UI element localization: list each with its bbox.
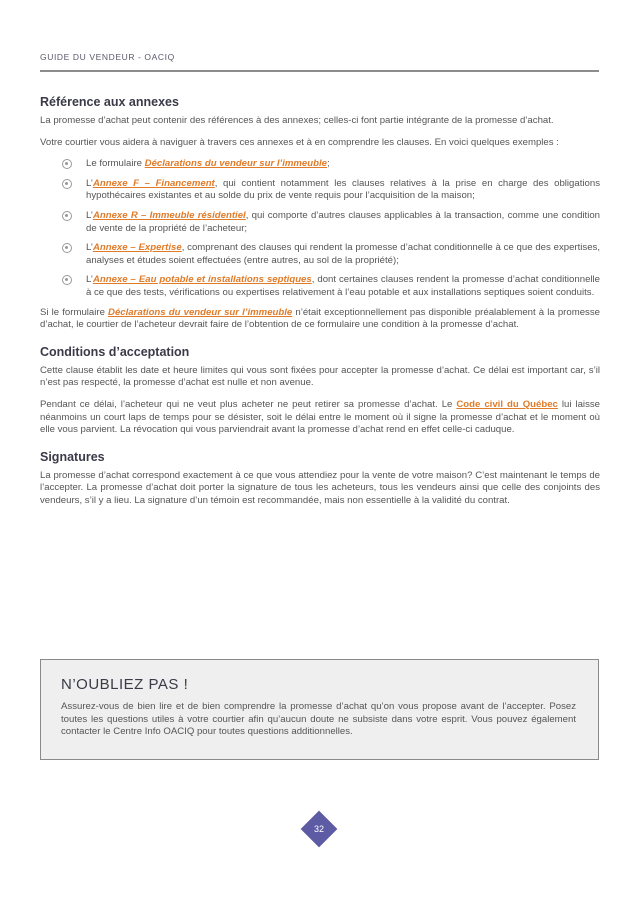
conditions-heading: Conditions d’acceptation [40, 344, 190, 359]
signatures-heading: Signatures [40, 449, 105, 464]
link-declarations-vendeur[interactable]: Déclarations du vendeur sur l’immeuble [144, 158, 327, 170]
annexes-intro: La promesse d’achat peut contenir des références à des annexes; celles-ci font partie intégrante de la promesse d’achat. [40, 115, 554, 126]
page-number: 32 [313, 824, 324, 834]
signatures-paragraph: La promesse d’achat correspond exactement à ce que vous attendiez pour la vente de votre maison? C’est maintenant le temps de l’accepter. La promesse d’achat doit porter la signature de tous les acheteurs, tous les vendeurs ainsi que celle des conjoints des vendeurs, s’il y a lieu. La signature d’un témoin est recommandée, mais non essentielle à la validité du contrat. [40, 469, 600, 506]
main-content [40, 95, 600, 520]
annexes-heading: Référence aux annexes [40, 95, 179, 109]
annexes-outro: Si le formulaire Déclarations du vendeur sur l’immeuble n’était exceptionnellement pas disponible préalablement à la promesse d’achat, le courtier de l’acheteur devrait faire de l’obtention de ce formulaire une condition à la promesse d’achat. [40, 306, 600, 331]
bullet-circle-icon [62, 159, 72, 169]
header-divider [40, 70, 599, 72]
section-signatures [40, 450, 600, 508]
section-conditions [40, 345, 600, 437]
bullet-circle-icon [62, 243, 72, 253]
link-annexe-eau-potable[interactable]: Annexe – Eau potable et installations septiques [92, 274, 312, 286]
link-annexe-r[interactable]: Annexe R – Immeuble résidentiel [92, 209, 246, 221]
callout-title: N’OUBLIEZ PAS ! [61, 676, 189, 693]
list-item: Le formulaire Déclarations du vendeur sur l’immeuble; [62, 158, 600, 171]
list-item: L’Annexe R – Immeuble résidentiel, qui comporte d’autres clauses applicables à la transaction, comme une condition de vente de la propriété de l’acheteur; [62, 210, 600, 235]
annexes-courtier-text: Votre courtier vous aidera à naviguer à travers ces annexes et à en comprendre les clauses. En voici quelques exemples : [40, 136, 559, 148]
link-declarations-vendeur-2[interactable]: Déclarations du vendeur sur l’immeuble [108, 306, 293, 318]
reminder-callout [40, 659, 599, 760]
list-item: L’Annexe – Expertise, comprenant des clauses qui rendent la promesse d’achat conditionnelle à ce que des expertises, analyses et études soient effectuées (entre autres, au sol de la propriété); [62, 242, 600, 267]
link-annexe-expertise[interactable]: Annexe – Expertise [92, 242, 182, 254]
list-item: L’Annexe – Eau potable et installations septiques, dont certaines clauses rendent la promesse d’achat conditionnelle à ce que des tests, vérifications ou expertises relativement à l’eau potable et aux installations septiques soient conduits. [62, 274, 600, 299]
section-annexes [40, 95, 600, 332]
bullet-circle-icon [62, 179, 72, 189]
link-annexe-f[interactable]: Annexe F – Financement [92, 177, 215, 189]
bullet-circle-icon [62, 211, 72, 221]
conditions-paragraph-2: Pendant ce délai, l’acheteur qui ne veut plus acheter ne peut retirer sa promesse d’achat. Le Code civil du Québec lui laisse néanmoins un court laps de temps pour se désister, soit le délai entre le moment où il signe la promesse d’achat et le moment où elle vous parvient. La révocation qui vous parviendrait avant la promesse d’achat rend en effet celle-ci caduque. [40, 398, 600, 436]
bullet-circle-icon [62, 275, 72, 285]
conditions-paragraph-1: Cette clause établit les date et heure limites qui vous sont fixées pour accepter la promesse d’achat. Ce délai est important car, s’il n’est pas respecté, la promesse d’achat est nulle et non avenue. [40, 364, 600, 389]
annexes-list [40, 158, 600, 299]
page-header-title: GUIDE DU VENDEUR - OACIQ [40, 52, 175, 62]
list-item: L’Annexe F – Financement, qui contient notamment les clauses relatives à la prise en charge des obligations hypothécaires existantes et au solde du prix de vente requis pour l’acquisition de la maison; [62, 178, 600, 203]
link-code-civil[interactable]: Code civil du Québec [456, 398, 558, 410]
callout-text: Assurez-vous de bien lire et de bien comprendre la promesse d’achat qu’on vous propose avant de l’accepter. Posez toutes les questions utiles à votre courtier afin qu’aucun doute ne subsiste dans votre esprit. Vous pouvez également contacter le Centre Info OACIQ pour toutes questions additionnelles. [61, 701, 576, 738]
